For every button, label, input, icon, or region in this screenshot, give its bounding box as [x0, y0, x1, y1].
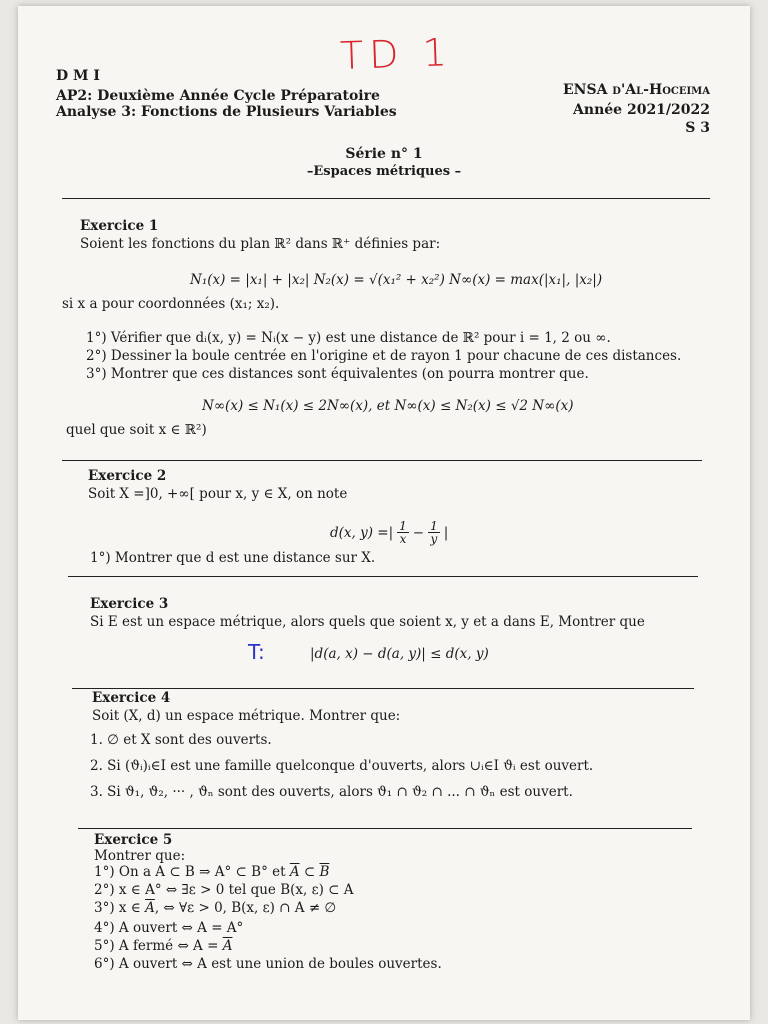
ex2-fraction-1 — [397, 520, 409, 545]
ex1-coords: si x a pour coordonnées (x₁; x₂). — [62, 296, 280, 312]
ex5-item-1-subset: ⊂ — [299, 864, 320, 880]
ex2-title: Exercice 2 — [88, 468, 167, 484]
ex1-item-3: 3°) Montrer que ces distances sont équivalentes (on pourra montrer que. — [86, 366, 589, 382]
handwritten-title: TD 1 — [339, 30, 454, 78]
ex1-divider — [62, 460, 702, 461]
ex5-item-1-text: 1°) On a A ⊂ B ⇒ A° ⊂ B° et — [94, 864, 290, 880]
ex2-item: 1°) Montrer que d est une distance sur X. — [90, 550, 376, 566]
ex5-title: Exercice 5 — [94, 832, 173, 848]
ex2-frac2-num: 1 — [430, 519, 438, 533]
header-department: D M I — [56, 68, 100, 84]
ex5-item-5 — [94, 938, 232, 954]
ex5-item-4: 4°) A ouvert ⇔ A = A° — [94, 920, 244, 936]
ex1-title: Exercice 1 — [80, 218, 159, 234]
ex5-item-3-rest: , ⇔ ∀ε > 0, B(x, ε) ∩ A ≠ ∅ — [154, 900, 337, 916]
ex5-item-1-closure-b: $\overline{B}$ — [319, 864, 330, 880]
ex4-intro: Soit (X, d) un espace métrique. Montrer que: — [92, 708, 401, 724]
ex5-item-1-closure-a: $\overline{A}$ — [289, 864, 300, 880]
ex1-formula: N₁(x) = |x₁| + |x₂| N₂(x) = √(x₁² + x₂²) N∞(x) = max(|x₁|, |x₂|) — [190, 272, 603, 288]
ex1-item-1: 1°) Vérifier que dᵢ(x, y) = Nᵢ(x − y) est une distance de ℝ² pour i = 1, 2 ou ∞. — [86, 330, 611, 346]
ex2-frac1-num: 1 — [399, 519, 407, 533]
ex5-item-6: 6°) A ouvert ⇔ A est une union de boules ouvertes. — [94, 956, 442, 972]
header-school: ENSA d'Al-Hoceima — [562, 82, 710, 98]
ex3-title: Exercice 3 — [90, 596, 169, 612]
header-divider — [62, 198, 710, 199]
ex3-divider — [72, 688, 694, 689]
ex1-tail: quel que soit x ∈ ℝ²) — [66, 422, 207, 438]
ex4-item-3: 3. Si ϑ₁, ϑ₂, ··· , ϑₙ sont des ouverts, alors ϑ₁ ∩ ϑ₂ ∩ ... ∩ ϑₙ est ouvert. — [90, 784, 573, 800]
ex3-formula: |d(a, x) − d(a, y)| ≤ d(x, y) — [310, 646, 489, 662]
ex1-item-2: 2°) Dessiner la boule centrée en l'origine et de rayon 1 pour chacune de ces distances. — [86, 348, 682, 364]
ex2-fraction-2 — [428, 520, 440, 545]
header-course: Analyse 3: Fonctions de Plusieurs Variables — [56, 104, 397, 120]
ex3-text: Si E est un espace métrique, alors quels que soient x, y et a dans E, Montrer que — [90, 614, 645, 630]
ex2-frac2-den: y — [430, 532, 438, 546]
ex1-intro: Soient les fonctions du plan ℝ² dans ℝ⁺ définies par: — [80, 236, 441, 252]
ex4-item-1: 1. ∅ et X sont des ouverts. — [90, 732, 272, 748]
handwritten-mark-ex3: T: — [248, 640, 265, 664]
ex4-title: Exercice 4 — [92, 690, 171, 706]
header-level: AP2: Deuxième Année Cycle Préparatoire — [56, 88, 380, 104]
header-semester: S 3 — [685, 120, 710, 136]
ex5-item-3-closure: $\overline{A}$ — [145, 900, 155, 916]
ex2-frac1-den: x — [399, 532, 407, 546]
ex5-item-3-text: 3°) x ∈ — [94, 900, 146, 916]
ex2-formula-right: | — [443, 524, 449, 541]
serie-title: Série n° 1 — [345, 146, 423, 162]
ex4-item-2: 2. Si (ϑᵢ)ᵢ∈I est une famille quelconque d'ouverts, alors ∪ᵢ∈I ϑᵢ est ouvert. — [90, 758, 594, 774]
ex2-formula — [330, 520, 448, 545]
ex2-formula-left: d(x, y) =| — [330, 524, 394, 541]
document-page — [18, 6, 750, 1020]
serie-subtitle: –Espaces métriques – — [306, 164, 462, 179]
ex5-intro: Montrer que: — [94, 848, 186, 864]
ex5-item-1 — [94, 864, 329, 880]
ex5-item-3 — [94, 900, 336, 916]
ex1-inequalities: N∞(x) ≤ N₁(x) ≤ 2N∞(x), et N∞(x) ≤ N₂(x) ≤ √2 N∞(x) — [202, 398, 574, 414]
ex5-item-5-text: 5°) A fermé ⇔ A = — [94, 938, 223, 954]
ex2-intro: Soit X =]0, +∞[ pour x, y ∈ X, on note — [88, 486, 348, 502]
ex4-divider — [78, 828, 692, 829]
header-year: Année 2021/2022 — [573, 102, 710, 118]
ex2-divider — [68, 576, 698, 577]
ex2-minus: − — [412, 524, 425, 541]
ex5-item-2: 2°) x ∈ A° ⇔ ∃ε > 0 tel que B(x, ε) ⊂ A — [94, 882, 354, 898]
ex5-item-5-closure: $\overline{A}$ — [222, 938, 233, 954]
